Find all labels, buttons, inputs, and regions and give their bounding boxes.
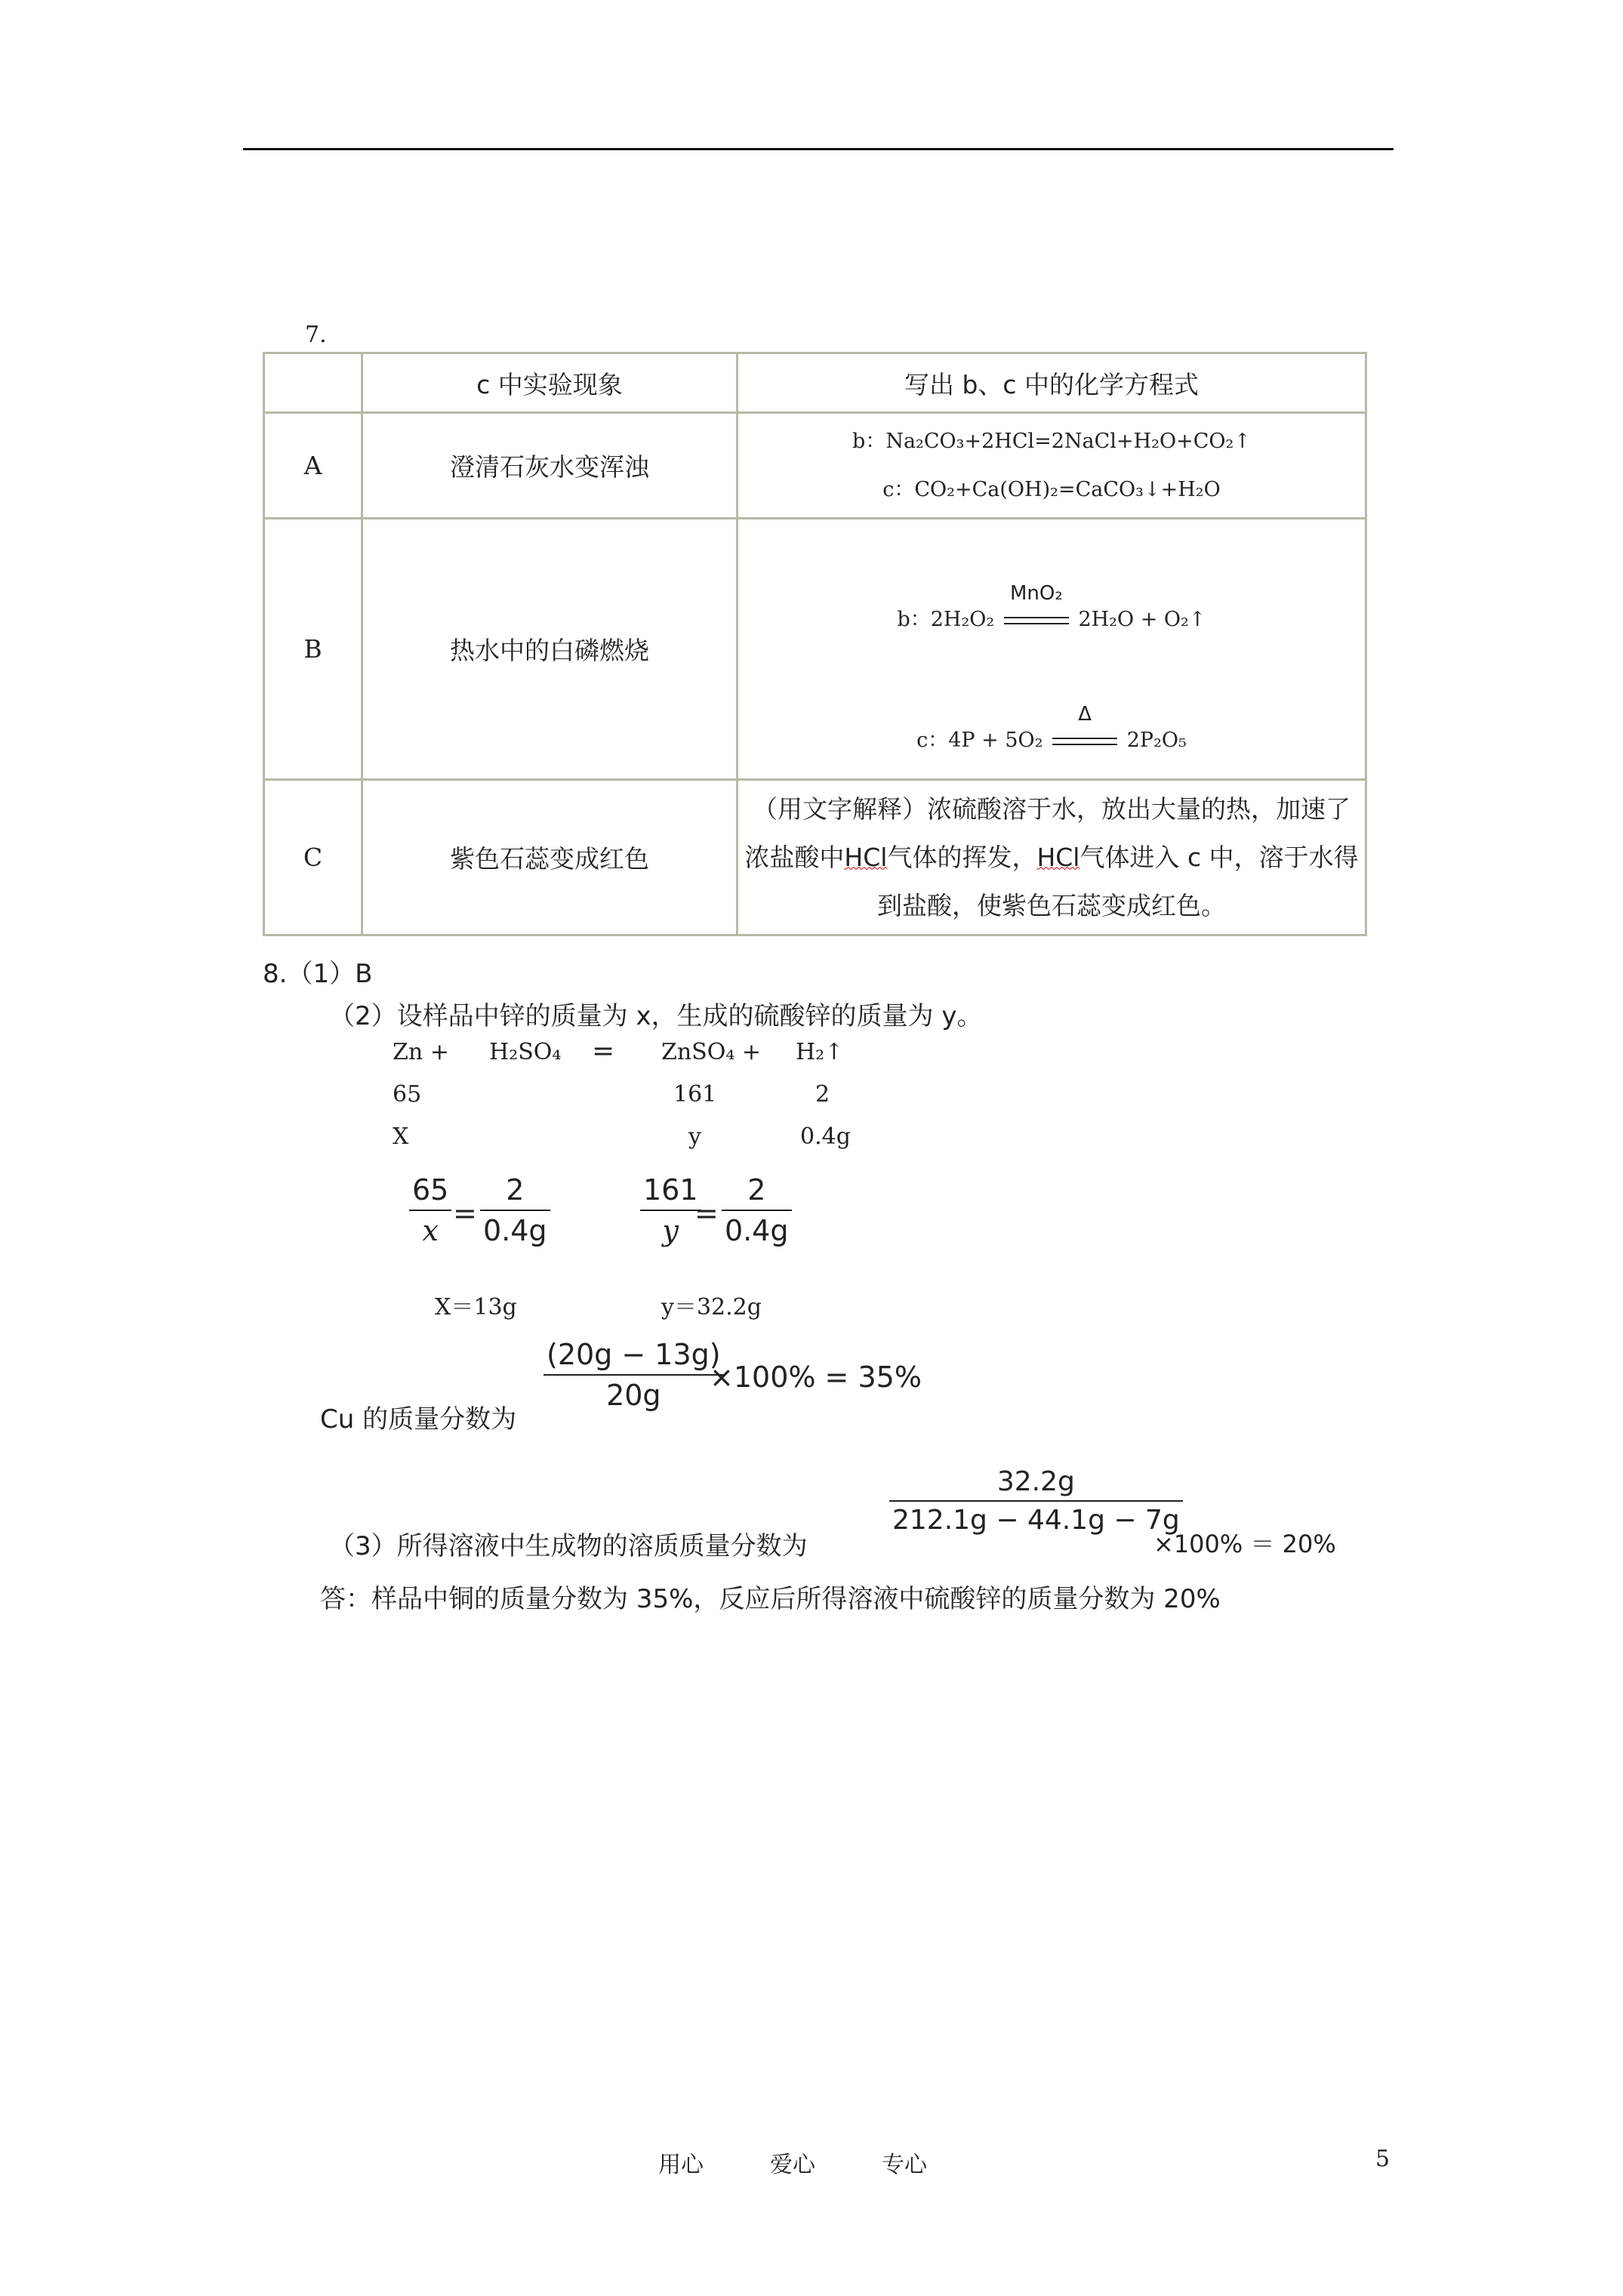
- equation-c-right: 2P₂O₅: [1126, 729, 1187, 752]
- question-8-part-3: （3）所得溶液中生成物的溶质质量分数为: [329, 1531, 808, 1561]
- solution-fraction: [889, 1466, 1183, 1536]
- equation-cell: [738, 413, 1366, 519]
- solution-result: ×100% ＝ 20%: [1153, 1530, 1336, 1558]
- denominator: x: [422, 1214, 439, 1247]
- reaction-condition: [1052, 703, 1117, 752]
- header-cell-phenomenon: c 中实验现象: [362, 353, 738, 413]
- table-row-b: [264, 519, 1366, 780]
- footer-motto: 专心: [882, 2152, 927, 2178]
- row-label: B: [264, 519, 362, 780]
- table-row-a: [264, 413, 1366, 519]
- explanation-cell: [738, 780, 1366, 935]
- question-8-part-1: 8.（1）B: [263, 959, 373, 989]
- numerator: 32.2g: [889, 1466, 1183, 1502]
- molar-mass: 2: [815, 1081, 830, 1108]
- equation-cell: [738, 519, 1366, 780]
- denominator: 212.1g − 44.1g − 7g: [892, 1505, 1180, 1536]
- equation-c-left: c：4P + 5O₂: [916, 729, 1043, 752]
- equals-sign: =: [694, 1197, 719, 1230]
- question-7-number: 7.: [305, 322, 327, 348]
- question-7-table: [263, 352, 1367, 936]
- equation-b-left: b：2H₂O₂: [897, 608, 995, 631]
- double-line-icon: [1004, 617, 1069, 624]
- denominator: 20g: [606, 1379, 661, 1412]
- answer-statement: 答：样品中铜的质量分数为 35%，反应后所得溶液中硫酸锌的质量分数为 20%: [320, 1584, 1221, 1614]
- equation-c: c：CO₂+Ca(OH)₂=CaCO₃↓+H₂O: [882, 477, 1221, 501]
- explanation-part: 气体进入 c 中，溶于水得到盐酸，使紫色石蕊变成红色。: [877, 842, 1359, 920]
- numerator: 65: [409, 1173, 451, 1211]
- equation-b: [738, 582, 1365, 632]
- equation-term: H₂↑: [796, 1039, 844, 1065]
- numerator: 161: [640, 1173, 701, 1211]
- equation-b: b：Na₂CO₃+2HCl=2NaCl+H₂O+CO₂↑: [852, 429, 1251, 453]
- unknown-mass: X: [393, 1123, 409, 1150]
- explanation-part: （用文字解释）浓硫酸溶于水，放出大量的热，加速了浓盐酸中: [744, 794, 1350, 872]
- unknown-mass: y: [688, 1123, 701, 1150]
- footer-motto: 爱心: [770, 2152, 815, 2178]
- numerator: (20g − 13g): [544, 1338, 724, 1376]
- table-header-row: [264, 353, 1366, 413]
- header-cell-equations: 写出 b、c 中的化学方程式: [738, 353, 1366, 413]
- header-rule: [243, 148, 1394, 150]
- numerator: 2: [722, 1173, 792, 1211]
- equation-term: ZnSO₄ +: [661, 1039, 762, 1065]
- denominator: y: [662, 1214, 679, 1247]
- header-cell-empty: [264, 353, 362, 413]
- heat-symbol: Δ: [1078, 703, 1092, 726]
- hcl-term: HCl: [1036, 842, 1080, 872]
- equals-sign: =: [453, 1197, 477, 1230]
- fraction: [409, 1173, 451, 1247]
- cu-fraction: [544, 1338, 724, 1412]
- hcl-term: HCl: [844, 842, 888, 872]
- equation-c: [738, 703, 1365, 753]
- double-line-icon: [1052, 738, 1117, 745]
- result-y: y＝32.2g: [661, 1294, 762, 1321]
- fraction: [480, 1173, 550, 1247]
- denominator: 0.4g: [483, 1214, 547, 1247]
- molar-mass: 65: [393, 1081, 422, 1108]
- row-label: A: [264, 413, 362, 519]
- fraction: [640, 1173, 701, 1247]
- footer-motto: 用心: [658, 2152, 704, 2178]
- cu-result: ×100% = 35%: [710, 1361, 922, 1394]
- phenomenon-cell: 热水中的白磷燃烧: [362, 519, 738, 780]
- question-8-part-2-intro: （2）设样品中锌的质量为 x，生成的硫酸锌的质量为 y。: [329, 1001, 983, 1031]
- result-x: X＝13g: [435, 1294, 517, 1321]
- explanation-text: [738, 785, 1365, 930]
- known-mass: 0.4g: [800, 1123, 851, 1150]
- phenomenon-cell: 紫色石蕊变成红色: [362, 780, 738, 935]
- explanation-part: 气体的挥发，: [887, 842, 1037, 872]
- numerator: 2: [480, 1173, 550, 1211]
- table-row-c: [264, 780, 1366, 935]
- equation-term: Zn +: [393, 1039, 449, 1065]
- row-label: C: [264, 780, 362, 935]
- page-number: 5: [1375, 2146, 1390, 2172]
- fraction: [722, 1173, 792, 1247]
- cu-fraction-label: Cu 的质量分数为: [320, 1404, 517, 1435]
- equation-term: H₂SO₄: [489, 1039, 562, 1065]
- molar-mass: 161: [673, 1081, 717, 1108]
- denominator: 0.4g: [725, 1214, 789, 1247]
- equation-b-right: 2H₂O + O₂↑: [1078, 608, 1206, 631]
- reaction-condition: [1004, 582, 1069, 631]
- equals-sign: =: [592, 1036, 615, 1067]
- phenomenon-cell: 澄清石灰水变浑浊: [362, 413, 738, 519]
- catalyst-label: MnO₂: [1009, 582, 1063, 605]
